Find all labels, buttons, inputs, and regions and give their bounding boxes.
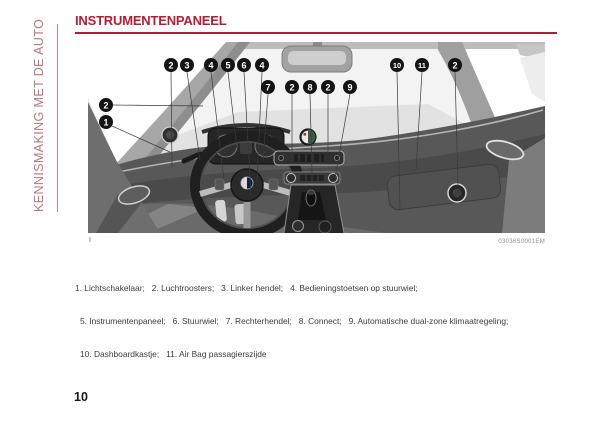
callout-7 <box>261 80 275 94</box>
center-console-graphic <box>284 185 344 233</box>
callout-5 <box>221 58 235 72</box>
chapter-sidebar-label: KENNISMAKING MET DE AUTO <box>32 24 58 212</box>
svg-text:11: 11 <box>418 61 426 70</box>
svg-text:9: 9 <box>347 82 353 93</box>
legend <box>75 261 563 371</box>
svg-text:2: 2 <box>103 100 109 111</box>
dashboard-illustration <box>88 42 545 233</box>
svg-text:6: 6 <box>241 60 247 71</box>
callout-4-right <box>255 58 269 72</box>
center-vents-graphic <box>274 151 344 165</box>
callout-1 <box>99 115 113 129</box>
figure-reference-mark: I <box>89 237 91 244</box>
right-side-vent-graphic <box>448 184 466 202</box>
svg-text:1: 1 <box>103 117 109 128</box>
legend-line-2: 5. Instrumentenpaneel; 6. Stuurwiel; 7. Rechterhendel; 8. Connect; 9. Automatische dual-zone klimaatregeling; <box>80 316 509 326</box>
svg-text:4: 4 <box>259 60 265 71</box>
callout-10 <box>390 58 404 72</box>
svg-text:2: 2 <box>325 82 331 93</box>
legend-line-1: 1. Lichtschakelaar; 2. Luchtroosters; 3. Linker hendel; 4. Bedieningstoetsen op stuurwiel; <box>75 283 418 293</box>
svg-text:2: 2 <box>289 82 295 93</box>
left-side-vent-graphic <box>162 127 178 143</box>
svg-text:3: 3 <box>184 60 190 71</box>
page-number: 10 <box>74 390 88 404</box>
callout-2-center-right <box>321 80 335 94</box>
callout-2-left-door <box>99 98 113 112</box>
page-title: INSTRUMENTENPANEEL <box>75 13 557 34</box>
svg-text:4: 4 <box>208 60 214 71</box>
callout-2-dash-left <box>164 58 178 72</box>
rearview-mirror-graphic <box>282 42 352 72</box>
callout-2-center-left <box>285 80 299 94</box>
svg-text:7: 7 <box>265 82 271 93</box>
callout-11 <box>415 58 429 72</box>
svg-text:5: 5 <box>225 60 231 71</box>
callout-2-right-door <box>448 58 462 72</box>
svg-text:10: 10 <box>392 61 402 70</box>
svg-text:8: 8 <box>307 82 313 93</box>
callout-9 <box>343 80 357 94</box>
svg-text:2: 2 <box>452 60 458 71</box>
callout-6 <box>237 58 251 72</box>
svg-text:2: 2 <box>168 60 174 71</box>
callout-8 <box>303 80 317 94</box>
dash-brand-badge-graphic <box>301 130 316 145</box>
legend-line-3: 10. Dashboardkastje; 11. Air Bag passagierszijde <box>80 349 267 359</box>
figure-code: 03036S0001EM <box>498 239 545 245</box>
callout-4-left <box>204 58 218 72</box>
callout-3 <box>180 58 194 72</box>
